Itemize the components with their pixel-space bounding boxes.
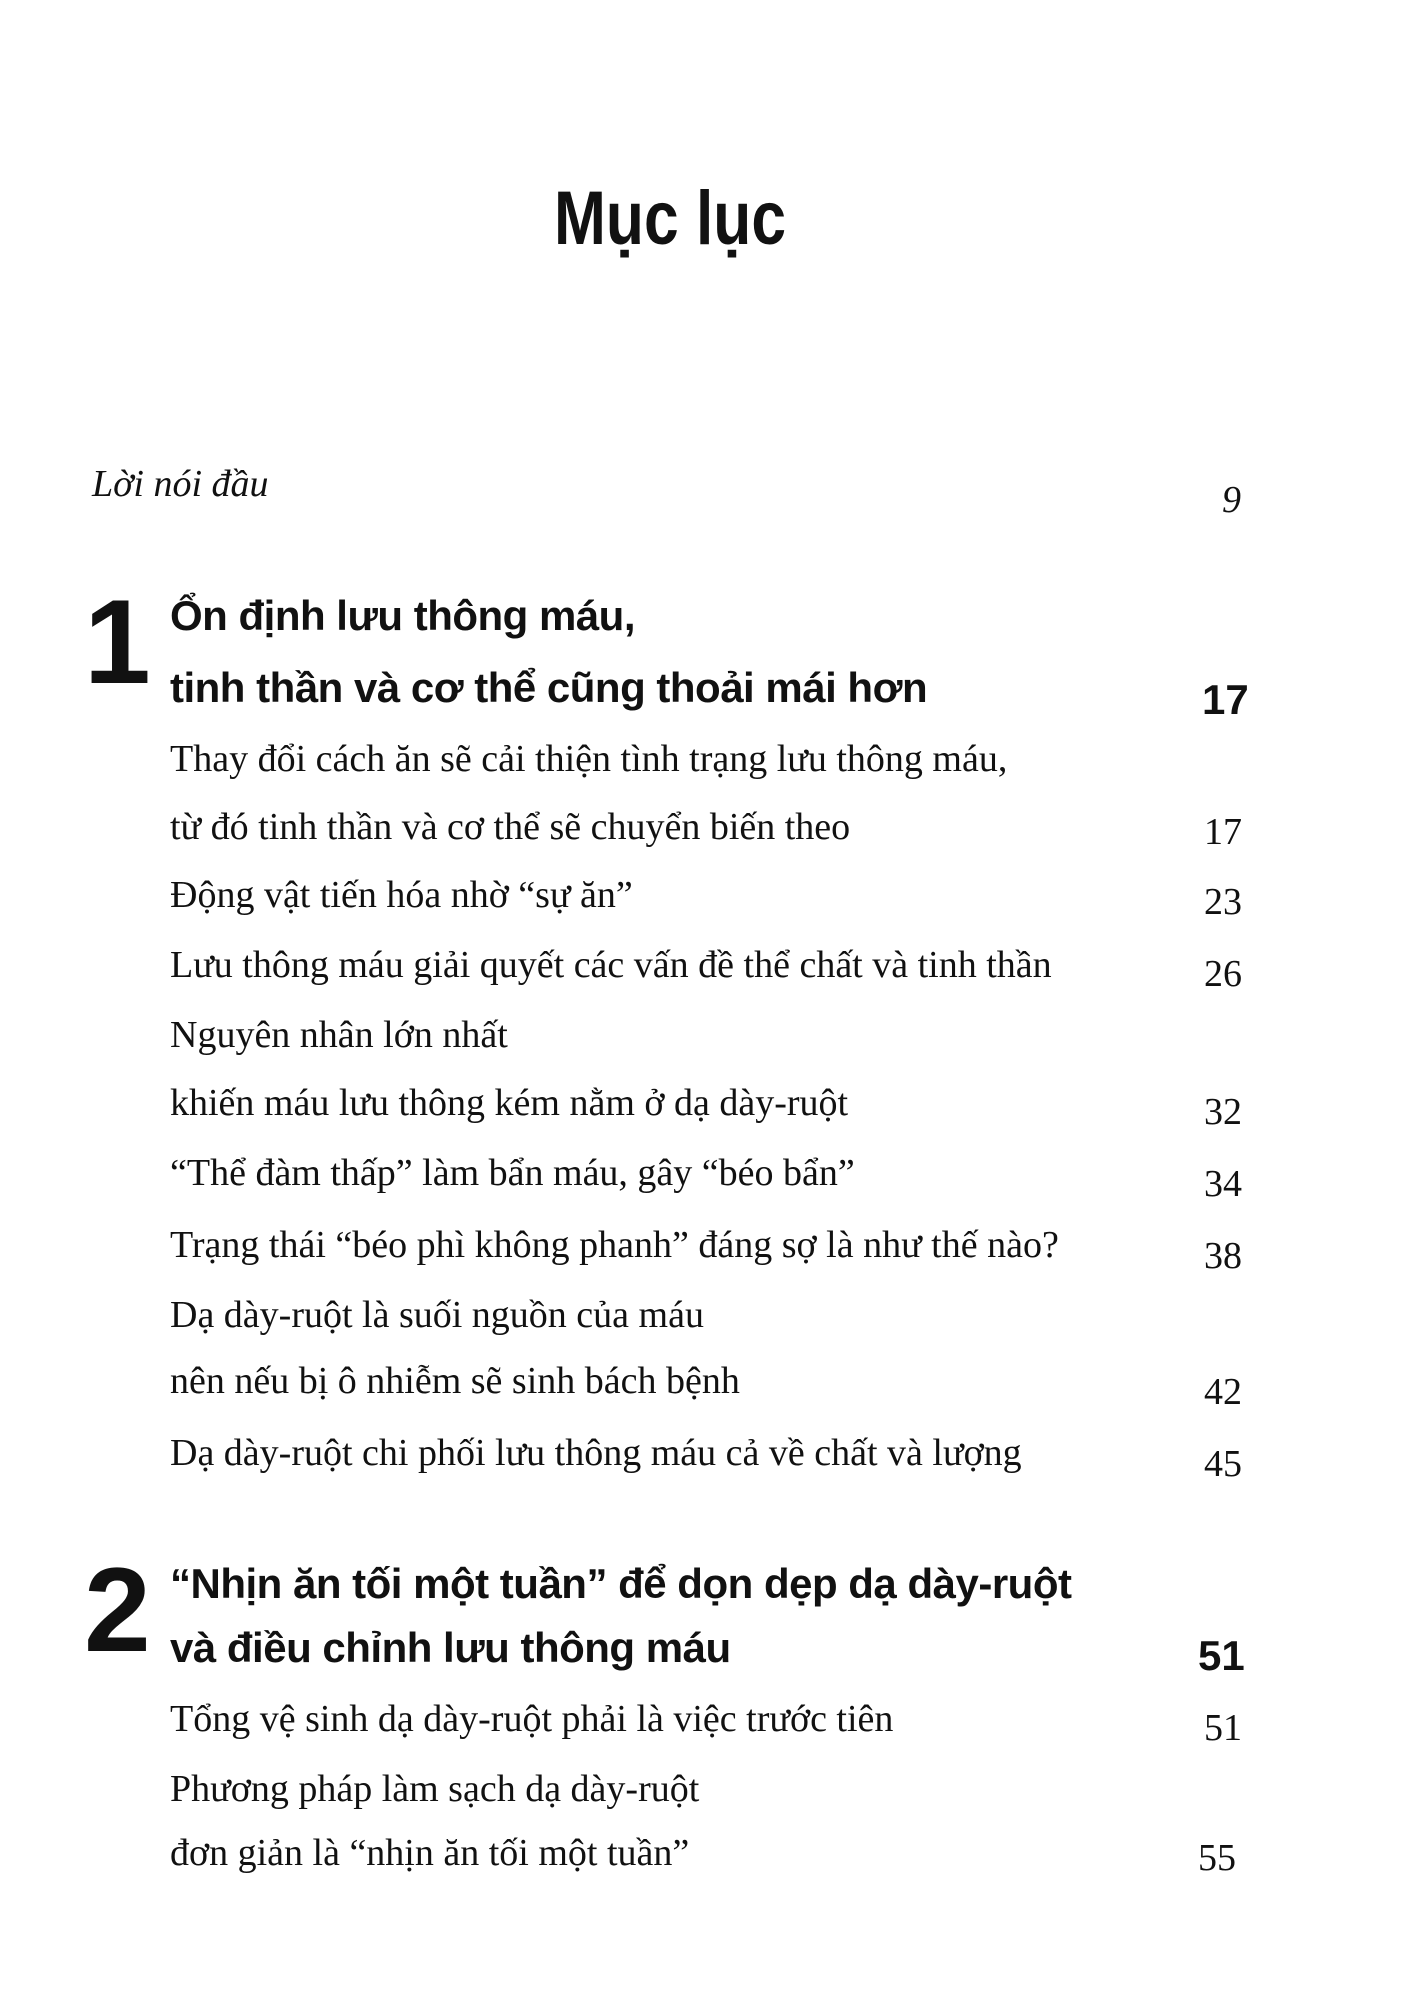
toc-entry-line: Thay đổi cách ăn sẽ cải thiện tình trạng lưu thông máu, <box>170 738 1008 780</box>
toc-entry-page: 17 <box>1204 811 1242 853</box>
toc-entry-page: 42 <box>1204 1371 1242 1413</box>
toc-entry-page: 38 <box>1204 1235 1242 1277</box>
toc-entry-line: Dạ dày-ruột là suối nguồn của máu <box>170 1294 704 1336</box>
preface-label: Lời nói đầu <box>92 463 269 505</box>
toc-entry-page: 51 <box>1204 1707 1242 1749</box>
toc-entry-line: nên nếu bị ô nhiễm sẽ sinh bách bệnh <box>170 1360 740 1402</box>
toc-entry-line: Nguyên nhân lớn nhất <box>170 1014 508 1056</box>
toc-entry-line: Phương pháp làm sạch dạ dày-ruột <box>170 1768 700 1810</box>
toc-entry-line: từ đó tinh thần và cơ thể sẽ chuyển biến theo <box>170 806 851 848</box>
toc-entry-line: Lưu thông máu giải quyết các vấn đề thể chất và tinh thần <box>170 944 1052 986</box>
toc-entry-page: 32 <box>1204 1091 1242 1133</box>
toc-entry-page: 34 <box>1204 1163 1242 1205</box>
toc-entry-page: 55 <box>1198 1837 1236 1879</box>
chapter-title-line: Ổn định lưu thông máu, <box>170 592 636 639</box>
chapter-title-line: và điều chỉnh lưu thông máu <box>170 1624 731 1671</box>
chapter-title-line: “Nhịn ăn tối một tuần” để dọn dẹp dạ dày-ruột <box>170 1560 1072 1607</box>
toc-entry-line: Trạng thái “béo phì không phanh” đáng sợ là như thế nào? <box>170 1224 1059 1266</box>
toc-entry-line: Dạ dày-ruột chi phối lưu thông máu cả về chất và lượng <box>170 1432 1022 1474</box>
chapter-number: 2 <box>84 1543 151 1677</box>
toc-entry-page: 23 <box>1204 881 1242 923</box>
preface-page-number: 9 <box>1222 479 1241 521</box>
toc-entry-line: Tổng vệ sinh dạ dày-ruột phải là việc trước tiên <box>170 1698 894 1740</box>
toc-entry-line: khiến máu lưu thông kém nằm ở dạ dày-ruột <box>170 1082 849 1124</box>
chapter-page-number: 17 <box>1202 676 1249 723</box>
chapter-page-number: 51 <box>1198 1632 1245 1679</box>
toc-entry-line: Động vật tiến hóa nhờ “sự ăn” <box>170 874 633 916</box>
toc-entry-line: “Thể đàm thấp” làm bẩn máu, gây “béo bẩn” <box>170 1152 855 1194</box>
toc-entry-page: 26 <box>1204 953 1242 995</box>
chapter-number: 1 <box>84 575 151 709</box>
toc-entry-line: đơn giản là “nhịn ăn tối một tuần” <box>170 1832 690 1874</box>
toc-entry-page: 45 <box>1204 1443 1242 1485</box>
page-title: Mục lục <box>553 176 786 261</box>
chapter-title-line: tinh thần và cơ thể cũng thoải mái hơn <box>170 664 928 711</box>
